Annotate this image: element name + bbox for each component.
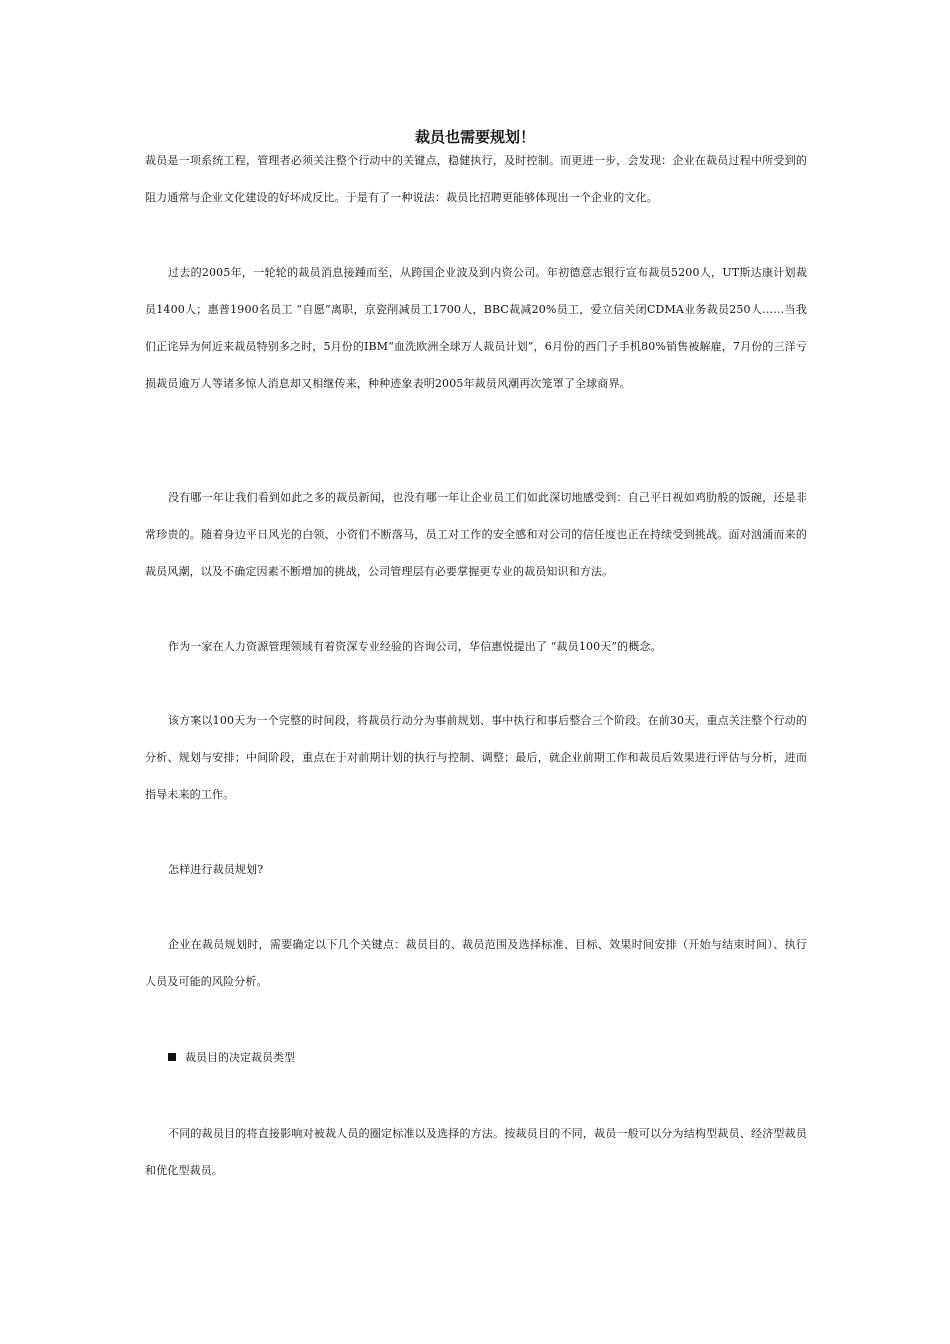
paragraph-layoff-types: 不同的裁员目的将直接影响对被裁人员的圈定标准以及选择的方法。按裁员目的不同，裁员一般可以分为结构型裁员、经济型裁员和优化型裁员。	[145, 1127, 807, 1177]
square-bullet-icon	[168, 1053, 176, 1061]
bullet-item-layoff-purpose	[168, 1050, 295, 1066]
intro-paragraph: 裁员是一项系统工程，管理者必须关注整个行动中的关键点，稳健执行，及时控制。而更进一步，会发现：企业在裁员过程中所受到的阻力通常与企业文化建设的好坏成反比。于是有了一种说法：裁员比招聘更能够体现出一个企业的文化。	[145, 154, 807, 204]
document-title: 裁员也需要规划！	[414, 128, 535, 146]
bullet-item-text: 裁员目的决定裁员类型	[185, 1051, 295, 1064]
paragraph-layoff-news: 没有哪一年让我们看到如此之多的裁员新闻，也没有哪一年让企业员工们如此深切地感受到：自己平日视如鸡肋般的饭碗，还是非常珍贵的。随着身边平日风光的白领、小资们不断落马，员工对工作的安全感和对公司的信任度也正在持续受到挑战。面对汹涌而来的裁员风潮，以及不确定因素不断增加的挑战，公司管理层有必要掌握更专业的裁员知识和方法。	[145, 491, 807, 578]
paragraph-100-days-concept: 作为一家在人力资源管理领域有着资深专业经验的咨询公司，华信惠悦提出了 “裁员100天”的概念。	[168, 640, 662, 653]
paragraph-key-points: 企业在裁员规划时，需要确定以下几个关键点：裁员目的、裁员范围及选择标准、目标、效果时间安排（开始与结束时间）、执行人员及可能的风险分析。	[145, 938, 807, 988]
paragraph-plan-phases: 该方案以100天为一个完整的时间段，将裁员行动分为事前规划、事中执行和事后整合三个阶段。在前30天，重点关注整个行动的分析、规划与安排；中间阶段，重点在于对前期计划的执行与控制、调整；最后，就企业前期工作和裁员后效果进行评估与分析，进而指导未来的工作。	[145, 714, 807, 801]
paragraph-2005-layoffs: 过去的2005年，一轮轮的裁员消息接踵而至，从跨国企业波及到内资公司。年初德意志银行宣布裁员5200人，UT斯达康计划裁员1400人；惠普1900名员工 “自愿”离职，京瓷削减员工1700人，BBC裁减20%员工，爱立信关闭CDMA业务裁员250人……当我们正诧异为何近来裁员特别多之时，5月份的IBM“血洗欧洲全球万人裁员计划”，6月份的西门子手机80%销售被解雇，7月份的三洋亏损裁员逾万人等诸多惊人消息却又相继传来，种种迹象表明2005年裁员风潮再次笼罩了全球商界。	[145, 266, 807, 390]
section-heading-how-to-plan: 怎样进行裁员规划?	[168, 863, 264, 876]
